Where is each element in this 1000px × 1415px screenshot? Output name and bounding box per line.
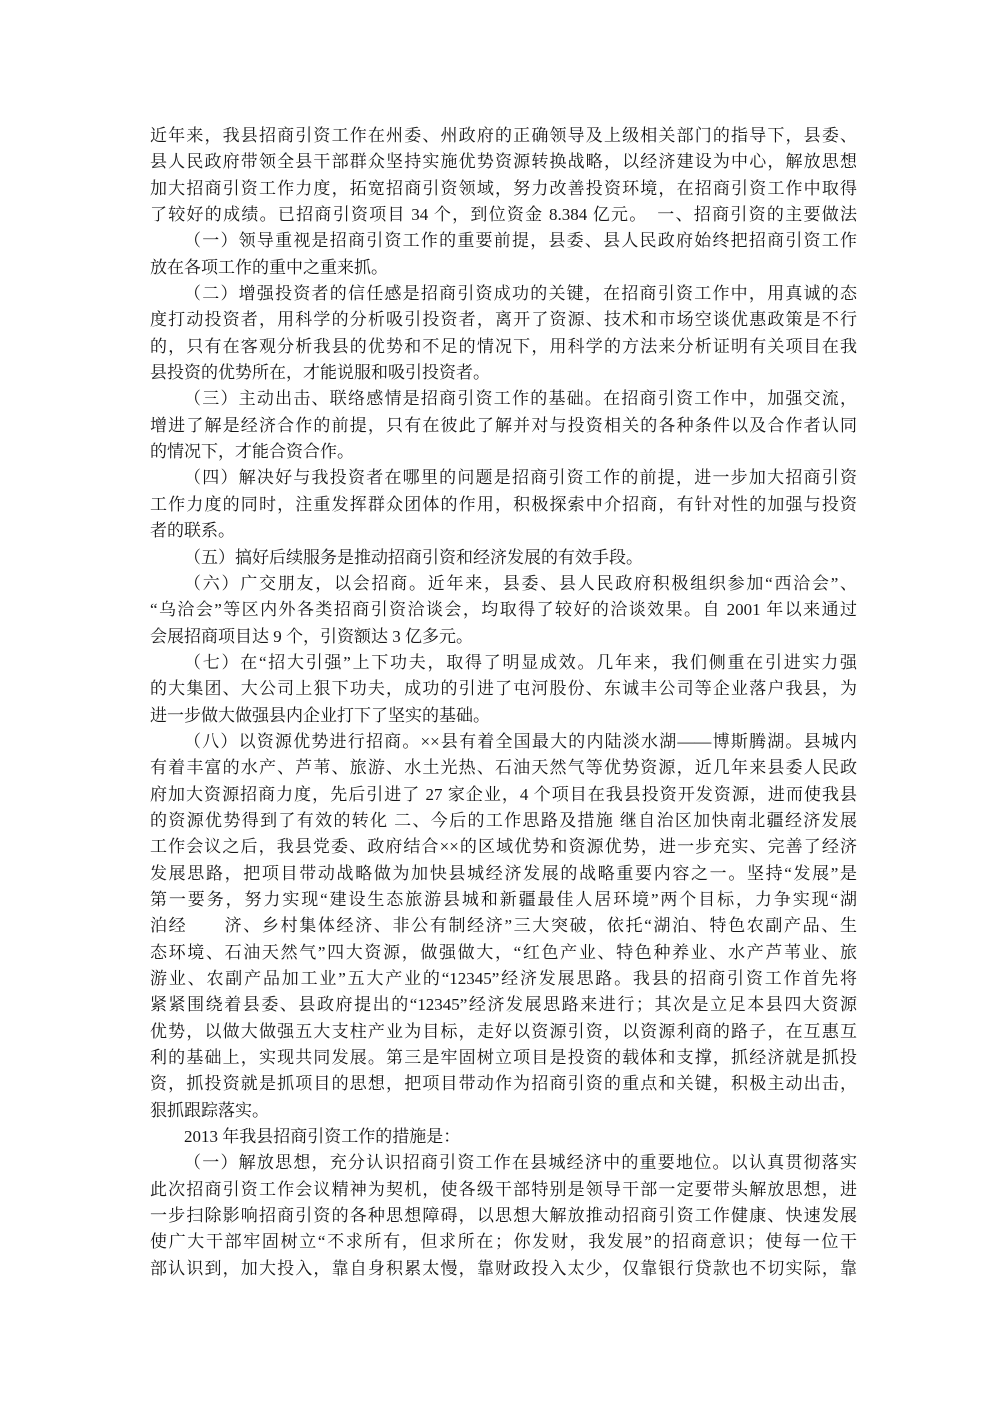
text-line: （四）解决好与我投资者在哪里的问题是招商引资工作的前提，进一步加大招商引资 — [184, 468, 857, 488]
text-line: 县投资的优势所在，才能说服和吸引投资者。 — [150, 363, 490, 383]
text-line: 工作力度的同时，注重发挥群众团体的作用，积极探索中介招商，有针对性的加强与投资 — [150, 494, 857, 514]
text-line: 使广大干部牢固树立“不求所有，但求所在；你发财，我发展”的招商意识；使每一位干 — [150, 1232, 857, 1252]
text-line: 泊经 济、乡村集体经济、非公有制经济”三大突破，依托“湖泊、特色农副产品、生 — [150, 916, 857, 936]
text-line: （七）在“招大引强”上下功夫，取得了明显成效。几年来，我们侧重在引进实力强 — [184, 652, 857, 672]
text-line: （三）主动出击、联络感情是招商引资工作的基础。在招商引资工作中，加强交流， — [184, 389, 857, 409]
text-line: “乌洽会”等区内外各类招商引资洽谈会，均取得了较好的洽谈效果。自 2001 年以来通过 — [150, 600, 857, 620]
text-line: 的资源优势得到了有效的转化 二、今后的工作思路及措施 继自治区加快南北疆经济发展 — [150, 810, 857, 830]
text-line: 态环境、石油天然气”四大资源，做强做大，“红色产业、特色种养业、水产芦苇业、旅 — [150, 942, 857, 962]
text-line: 紧紧围绕着县委、县政府提出的“12345”经济发展思路来进行；其次是立足本县四大资源 — [150, 995, 857, 1015]
text-line: 利的基础上，实现共同发展。第三是牢固树立项目是投资的载体和支撑，抓经济就是抓投 — [150, 1048, 857, 1068]
text-line: 进一步做大做强县内企业打下了坚实的基础。 — [150, 705, 490, 725]
text-line: 发展思路，把项目带动战略做为加快县城经济发展的战略重要内容之一。坚持“发展”是 — [150, 863, 857, 883]
text-line: 一步扫除影响招商引资的各种思想障碍，以思想大解放推动招商引资工作健康、快速发展 — [150, 1206, 857, 1226]
text-line: （八）以资源优势进行招商。××县有着全国最大的内陆淡水湖——博斯腾湖。县城内 — [184, 731, 857, 751]
text-line: 第一要务，努力实现“建设生态旅游县城和新疆最佳人居环境”两个目标，力争实现“湖 — [150, 889, 857, 909]
text-line: （五）搞好后续服务是推动招商引资和经济发展的有效手段。 — [184, 547, 643, 567]
text-line: 工作会议之后，我县党委、政府结合××的区域优势和资源优势，进一步充实、完善了经济 — [150, 837, 857, 857]
text-line: （二）增强投资者的信任感是招商引资成功的关键，在招商引资工作中，用真诚的态 — [184, 284, 857, 304]
text-line: 近年来，我县招商引资工作在州委、州政府的正确领导及上级相关部门的指导下，县委、 — [150, 126, 857, 145]
document-body — [150, 123, 857, 1282]
text-line: 有着丰富的水产、芦苇、旅游、水土光热、石油天然气等优势资源，近几年来县委人民政 — [150, 758, 857, 778]
text-line: 的情况下，才能合资合作。 — [150, 442, 354, 462]
text-line: 部认识到，加大投入，靠自身积累太慢，靠财政投入太少，仅靠银行贷款也不切实际，靠 — [150, 1258, 857, 1278]
text-line: 优势，以做大做强五大支柱产业为目标，走好以资源引资，以资源利商的路子，在互惠互 — [150, 1021, 857, 1041]
text-line: 度打动投资者，用科学的分析吸引投资者，离开了资源、技术和市场空谈优惠政策是不行 — [150, 310, 857, 330]
text-line: （一）解放思想，充分认识招商引资工作在县城经济中的重要地位。以认真贯彻落实 — [184, 1153, 857, 1173]
text-line: （六）广交朋友，以会招商。近年来，县委、县人民政府积极组织参加“西洽会”、 — [184, 573, 857, 593]
text-line: 府加大资源招商力度，先后引进了 27 家企业，4 个项目在我县投资开发资源，进而使我县 — [150, 784, 857, 804]
text-line: 游业、农副产品加工业”五大产业的“12345”经济发展思路。我县的招商引资工作首先将 — [150, 969, 857, 988]
text-line: 县人民政府带领全县干部群众坚持实施优势资源转换战略，以经济建设为中心，解放思想 — [150, 152, 857, 172]
text-line: 资，抓投资就是抓项目的思想，把项目带动作为招商引资的重点和关键，积极主动出击， — [150, 1074, 857, 1094]
text-line: 此次招商引资工作会议精神为契机，使各级干部特别是领导干部一定要带头解放思想，进 — [150, 1179, 857, 1199]
text-line: 者的联系。 — [150, 521, 235, 541]
text-line: 2013 年我县招商引资工作的措施是： — [184, 1127, 461, 1147]
text-line: 放在各项工作的重中之重来抓。 — [150, 257, 388, 277]
text-line: 的大集团、大公司上狠下功夫，成功的引进了屯河股份、东诚丰公司等企业落户我县，为 — [150, 679, 857, 699]
text-line: 了较好的成绩。已招商引资项目 34 个，到位资金 8.384 亿元。 一、招商引资的主要做法 — [150, 205, 857, 225]
text-line: （一）领导重视是招商引资工作的重要前提，县委、县人民政府始终把招商引资工作 — [184, 231, 857, 251]
text-line: 的，只有在客观分析我县的优势和不足的情况下，用科学的方法来分析证明有关项目在我 — [150, 336, 857, 356]
text-line: 会展招商项目达 9 个，引资额达 3 亿多元。 — [150, 626, 473, 646]
text-line: 增进了解是经济合作的前提，只有在彼此了解并对与投资相关的各种条件以及合作者认同 — [150, 415, 857, 435]
text-line: 狠抓跟踪落实。 — [150, 1100, 269, 1120]
text-line: 加大招商引资工作力度，拓宽招商引资领域，努力改善投资环境，在招商引资工作中取得 — [150, 178, 857, 198]
